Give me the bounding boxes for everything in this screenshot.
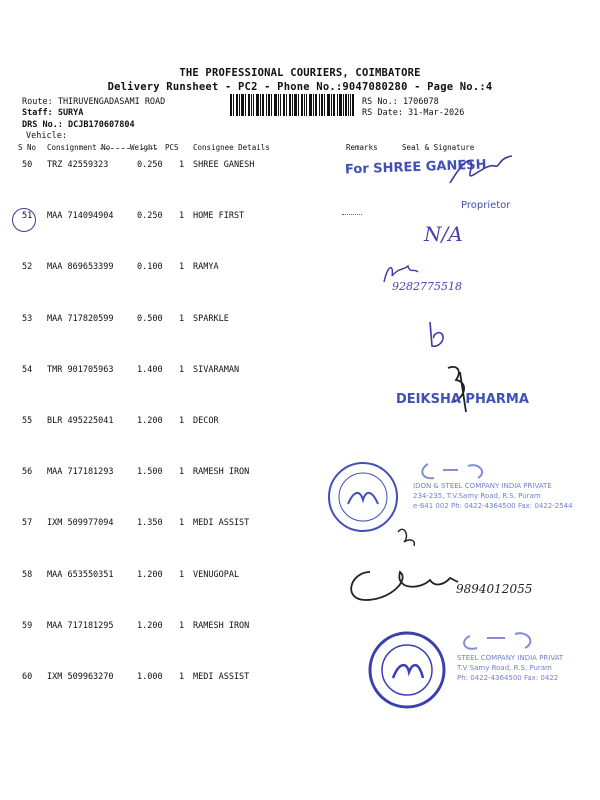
remark-dots	[342, 214, 362, 215]
row-consignee: SHREE GANESH	[193, 160, 255, 170]
row-pcs: 1	[179, 416, 185, 426]
table-row	[0, 314, 600, 334]
row-pcs: 1	[179, 518, 185, 529]
row-sno: 52	[22, 262, 33, 273]
table-row	[0, 211, 600, 231]
row-consignee: MEDI ASSIST	[193, 672, 250, 682]
signature-row-50	[440, 148, 520, 193]
row-sno: 59	[22, 620, 33, 631]
row-sno: 53	[22, 313, 33, 324]
home-first-note: N/A	[424, 222, 463, 246]
row-sno: 51	[22, 211, 33, 222]
svg-text:e-641 002 Ph: 0422-4364500 Fax: e-641 002 Ph: 0422-4364500 Fax: 0422-2544	[413, 502, 573, 510]
col-pcs: PCS	[165, 143, 179, 152]
svg-text:Ph: 0422-4364500 Fax: 0422: Ph: 0422-4364500 Fax: 0422	[457, 674, 559, 682]
row-weight: 0.250	[137, 160, 163, 170]
drs-label: DRS No.: DCJB170607804	[22, 120, 135, 130]
row-consignment: MAA 717181295	[47, 620, 114, 631]
table-row	[0, 365, 600, 385]
row-sno: 54	[22, 364, 33, 375]
col-seal: Seal & Signature	[402, 143, 475, 152]
row-consignment: IXM 509977094	[47, 518, 114, 529]
row-pcs: 1	[179, 160, 185, 170]
row-consignee: SIVARAMAN	[193, 364, 240, 375]
company-title: THE PROFESSIONAL COURIERS, COIMBATORE	[179, 67, 421, 79]
row-consignee: VENUGOPAL	[193, 569, 240, 580]
row-consignee: SPARKLE	[193, 313, 229, 324]
row-sno: 50	[22, 160, 33, 170]
table-row	[0, 262, 600, 282]
row-sno: 58	[22, 569, 33, 580]
row-consignment: BLR 495225041	[47, 416, 114, 426]
row-sno: 60	[22, 672, 33, 682]
row-weight: 1.000	[137, 672, 163, 682]
svg-text:STEEL COMPANY INDIA PRIVAT: STEEL COMPANY INDIA PRIVAT	[457, 654, 564, 662]
header-dash-1	[100, 148, 130, 149]
proprietor-stamp: Proprietor	[461, 200, 511, 211]
venugopal-phone: 9894012055	[456, 582, 533, 596]
vehicle-label: Vehicle:	[26, 131, 67, 141]
deiksha-stamp: DEIKSHA PHARMA	[396, 392, 529, 407]
circle-mark	[12, 208, 36, 232]
row-pcs: 1	[179, 262, 185, 273]
svg-text:IDON & STEEL COMPANY INDIA PRI: IDON & STEEL COMPANY INDIA PRIVATE	[413, 482, 552, 490]
row-pcs: 1	[179, 364, 185, 375]
row-consignment: MAA 714094904	[47, 211, 114, 222]
col-weight: Weight	[130, 143, 158, 152]
row-weight: 1.500	[137, 467, 163, 478]
row-pcs: 1	[179, 211, 185, 222]
row-consignee: HOME FIRST	[193, 211, 245, 222]
row-pcs: 1	[179, 672, 185, 682]
row-sno: 56	[22, 467, 33, 478]
ramesh-iron-stamp	[318, 452, 578, 562]
row-pcs: 1	[179, 569, 185, 580]
barcode	[230, 94, 354, 116]
shree-ganesh-stamp: For SHREE GANESH	[344, 157, 487, 178]
col-remarks: Remarks	[346, 143, 378, 152]
row-consignee: RAMESH IRON	[193, 467, 250, 478]
table-row	[0, 416, 600, 436]
col-sno: S No	[18, 143, 37, 152]
col-consignee: Consignee Details	[193, 143, 270, 152]
row-weight: 0.500	[137, 313, 163, 324]
header-dash-2	[142, 148, 157, 149]
row-weight: 0.100	[137, 262, 163, 273]
signature-row-54	[440, 362, 500, 417]
staff-label: Staff: SURYA	[22, 108, 84, 118]
row-sno: 57	[22, 518, 33, 529]
row-pcs: 1	[179, 467, 185, 478]
row-consignment: MAA 717181293	[47, 467, 114, 478]
row-weight: 0.250	[137, 211, 163, 222]
row-consignment: MAA 717820599	[47, 313, 114, 324]
row-pcs: 1	[179, 620, 185, 631]
row-consignee: RAMYA	[193, 262, 219, 273]
row-consignee: RAMESH IRON	[193, 620, 250, 631]
row-weight: 1.200	[137, 620, 163, 631]
runsheet-subtitle: Delivery Runsheet - PC2 - Phone No.:9047080280 - Page No.:4	[107, 81, 493, 93]
route-label: Route: THIRUVENGADASAMI ROAD	[22, 97, 166, 107]
medi-assist-stamp	[365, 618, 590, 723]
row-consignment: TMR 901705963	[47, 364, 114, 375]
col-consignment: Consignment No	[47, 143, 111, 152]
row-pcs: 1	[179, 313, 185, 324]
rs-number: RS No.: 1706078	[362, 97, 439, 107]
row-consignment: IXM 509963270	[47, 672, 114, 682]
row-consignment: TRZ 42559323	[47, 160, 109, 170]
row-sno: 55	[22, 416, 33, 426]
ramya-phone: 9282775518	[392, 280, 462, 293]
row-consignment: MAA 653550351	[47, 569, 114, 580]
svg-text:T.V Samy Road, R.S. Puram: T.V Samy Road, R.S. Puram	[457, 664, 552, 672]
row-consignee: MEDI ASSIST	[193, 518, 250, 529]
row-weight: 1.200	[137, 416, 163, 426]
row-weight: 1.200	[137, 569, 163, 580]
row-weight: 1.400	[137, 364, 163, 375]
signature-row-53	[422, 318, 454, 352]
row-consignment: MAA 869653399	[47, 262, 114, 273]
svg-text:234-235, T.V.Samy Road, R.S. P: 234-235, T.V.Samy Road, R.S. Puram	[413, 492, 541, 500]
row-consignee: DECOR	[193, 416, 219, 426]
row-weight: 1.350	[137, 518, 163, 529]
rs-date: RS Date: 31-Mar-2026	[362, 108, 465, 118]
